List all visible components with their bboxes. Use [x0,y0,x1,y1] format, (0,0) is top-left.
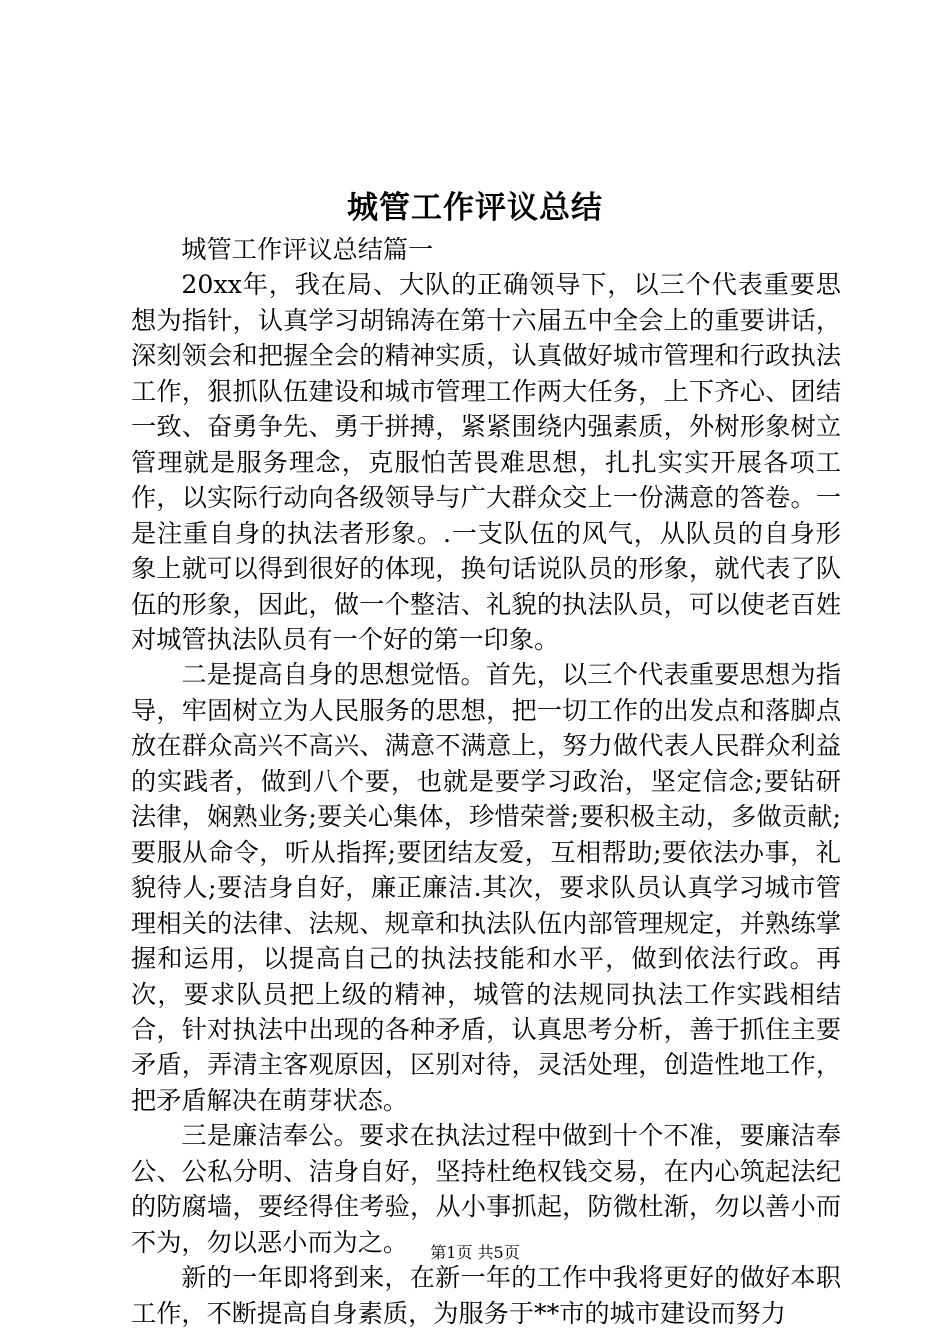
document-body [131,232,841,1331]
page-footer: 第1页 共5页 [430,1243,520,1262]
paragraph: 新的一年即将到来，在新一年的工作中我将更好的做好本职工作，不断提高自身素质，为服务于**市的城市建设而努力 [131,1263,841,1328]
paragraph: 三是廉洁奉公。要求在执法过程中做到十个不准，要廉洁奉公、公私分明、洁身自好，坚持杜绝权钱交易，在内心筑起法纪的防腐墙，要经得住考验，从小事抓起，防微杜渐，勿以善小而不为，勿以恶小而为之。 [131,1121,841,1257]
document-title: 城管工作评议总结 [347,190,603,226]
paragraph: 20xx年，我在局、大队的正确领导下，以三个代表重要思想为指针，认真学习胡锦涛在第十六届五中全会上的重要讲话，深刻领会和把握全会的精神实质，认真做好城市管理和行政执法工作，狠抓队伍建设和城市管理工作两大任务，上下齐心、团结一致、奋勇争先、勇于拼搏，紧紧围绕内强素质，外树形象树立管理就是服务理念，克服怕苦畏难思想，扎扎实实开展各项工作，以实际行动向各级领导与广大群众交上一份满意的答卷。一是注重自身的执法者形象。.一支队伍的风气，从队员的自身形象上就可以得到很好的体现，换句话说队员的形象，就代表了队伍的形象，因此，做一个整洁、礼貌的执法队员，可以使老百姓对城管执法队员有一个好的第一印象。 [131,270,841,654]
section-heading: 城管工作评议总结篇一 [181,235,434,264]
paragraph: 二是提高自身的思想觉悟。首先，以三个代表重要思想为指导，牢固树立为人民服务的思想，把一切工作的出发点和落脚点放在群众高兴不高兴、满意不满意上，努力做代表人民群众利益的实践者，做到八个要，也就是要学习政治，坚定信念;要钻研法律，娴熟业务;要关心集体，珍惜荣誉;要积极主动，多做贡献;要服从命令，听从指挥;要团结友爱，互相帮助;要依法办事，礼貌待人;要洁身自好，廉正廉洁.其次，要求队员认真学习城市管理相关的法律、法规、规章和执法队伍内部管理规定，并熟练掌握和运用，以提高自己的执法技能和水平，做到依法行政。再次，要求队员把上级的精神，城管的法规同执法工作实践相结合，针对执法中出现的各种矛盾，认真思考分析，善于抓住主要矛盾，弄清主客观原因，区别对待，灵活处理，创造性地工作，把矛盾解决在萌芽状态。 [131,660,841,1115]
